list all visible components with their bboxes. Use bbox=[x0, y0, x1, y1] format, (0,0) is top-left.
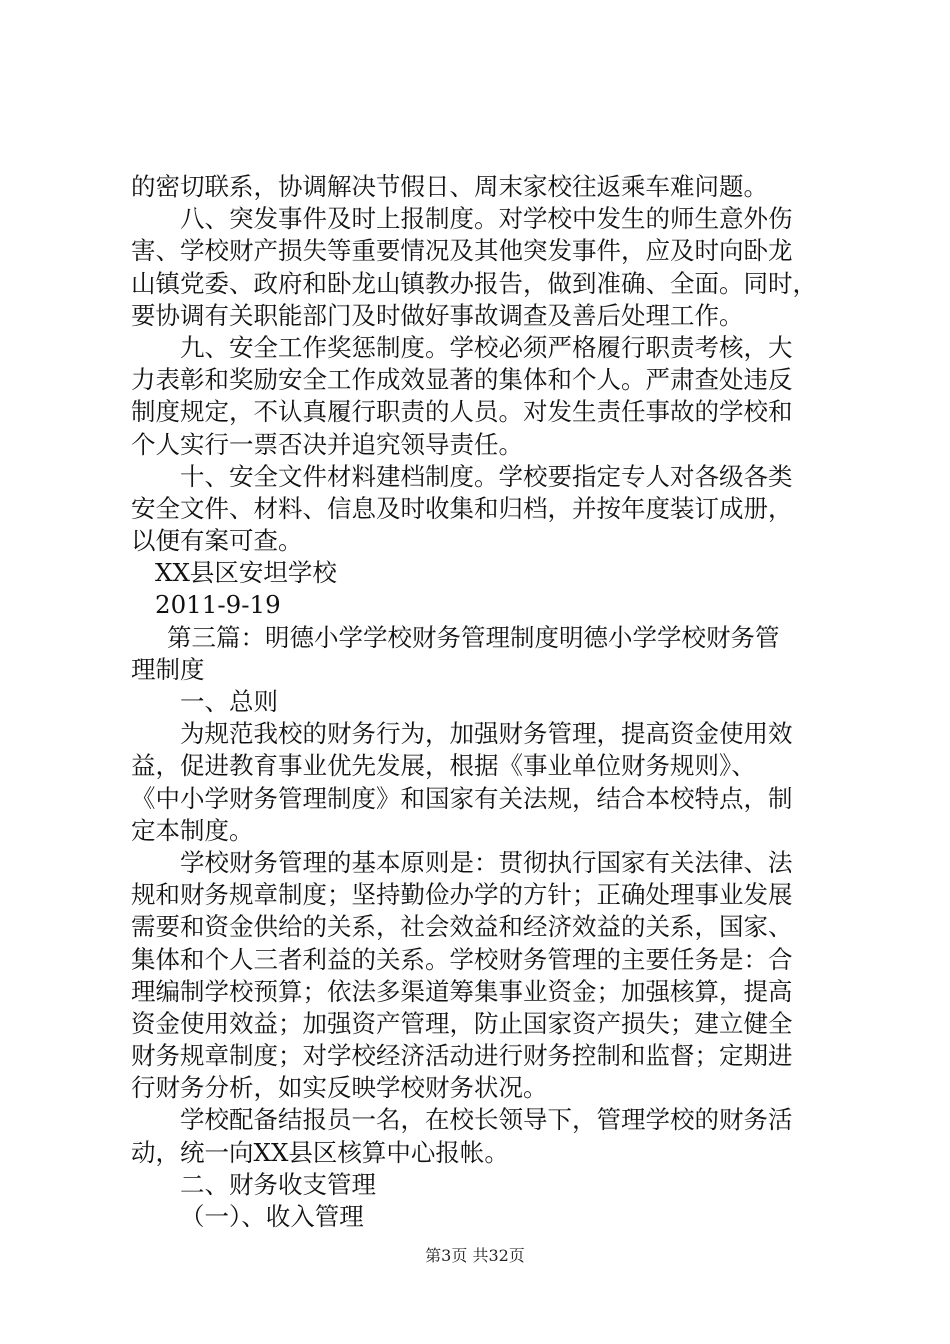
text-line: 行财务分析，如实反映学校财务状况。 bbox=[131, 1073, 548, 1103]
text-line: 理编制学校预算；依法多渠道筹集事业资金；加强核算，提高 bbox=[131, 976, 793, 1006]
text-line: 益，促进教育事业优先发展，根据《事业单位财务规则》、 bbox=[131, 751, 756, 781]
page-footer: 第3页 共32页 bbox=[425, 1246, 525, 1265]
text-line: 害、学校财产损失等重要情况及其他突发事件，应及时向卧龙 bbox=[131, 236, 793, 266]
text-line: 需要和资金供给的关系，社会效益和经济效益的关系，国家、 bbox=[131, 912, 793, 942]
text-line: 制度规定，不认真履行职责的人员。对发生责任事故的学校和 bbox=[131, 397, 793, 427]
text-line: 山镇党委、政府和卧龙山镇教办报告，做到准确、全面。同时， bbox=[131, 268, 817, 298]
subheading-income-management: （一）、收入管理 bbox=[180, 1202, 364, 1231]
heading-finance-income-expense: 二、财务收支管理 bbox=[180, 1169, 376, 1199]
text-line: 《中小学财务管理制度》和国家有关法规，结合本校特点，制 bbox=[131, 783, 793, 813]
signature-date: 2011-9-19 bbox=[155, 590, 281, 620]
paragraph-start: 学校财务管理的基本原则是：贯彻执行国家有关法律、法 bbox=[180, 847, 793, 877]
paragraph-start: 学校配备结报员一名，在校长领导下，管理学校的财务活 bbox=[180, 1105, 793, 1135]
text-line: 要协调有关职能部门及时做好事故调查及善后处理工作。 bbox=[131, 300, 744, 330]
text-line: 安全文件、材料、信息及时收集和归档，并按年度装订成册， bbox=[131, 493, 793, 523]
paragraph-heading-10: 十、安全文件材料建档制度。学校要指定专人对各级各类 bbox=[180, 461, 793, 491]
text-line: 个人实行一票否决并追究领导责任。 bbox=[131, 429, 523, 459]
text-line: 规和财务规章制度；坚持勤俭办学的方针；正确处理事业发展 bbox=[131, 880, 793, 910]
paragraph-heading-9: 九、安全工作奖惩制度。学校必须严格履行职责考核，大 bbox=[180, 332, 793, 362]
section-title-continued: 理制度 bbox=[131, 654, 205, 684]
section-title: 第三篇：明德小学学校财务管理制度明德小学学校财务管 bbox=[167, 622, 780, 652]
text-line: 力表彰和奖励安全工作成效显著的集体和个人。严肃查处违反 bbox=[131, 365, 793, 395]
text-line: 定本制度。 bbox=[131, 815, 254, 845]
heading-general-principles: 一、总则 bbox=[180, 687, 278, 716]
text-line: 动，统一向XX县区核算中心报帐。 bbox=[131, 1137, 509, 1167]
text-line: 集体和个人三者利益的关系。学校财务管理的主要任务是：合 bbox=[131, 944, 793, 974]
text-line: 财务规章制度；对学校经济活动进行财务控制和监督；定期进 bbox=[131, 1041, 793, 1071]
signature-school: XX县区安坦学校 bbox=[155, 558, 337, 588]
paragraph-start: 为规范我校的财务行为，加强财务管理，提高资金使用效 bbox=[180, 719, 793, 749]
paragraph-heading-8: 八、突发事件及时上报制度。对学校中发生的师生意外伤 bbox=[180, 204, 793, 234]
text-line: 的密切联系，协调解决节假日、周末家校往返乘车难问题。 bbox=[131, 172, 768, 201]
text-line: 以便有案可查。 bbox=[131, 526, 303, 556]
document-body bbox=[131, 171, 831, 1233]
text-line: 资金使用效益；加强资产管理，防止国家资产损失；建立健全 bbox=[131, 1008, 793, 1038]
